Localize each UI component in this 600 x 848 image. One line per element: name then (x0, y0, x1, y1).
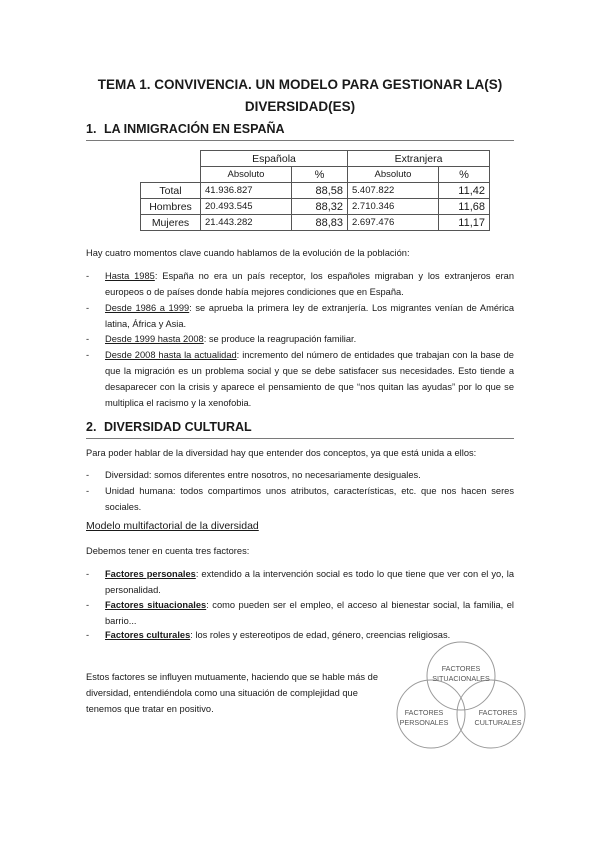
bullet-dash: - (86, 334, 90, 344)
header-espanola: Española (201, 151, 348, 167)
cell-ext-abs: 2.710.346 (348, 199, 439, 215)
bullet-dash: - (86, 630, 90, 640)
moment-text: : incremento del número de entidades que trabajan con la base de que la migración es un problema social y que se debe satisfacer sus necesidades. Esto tiende a desaparecer con la crisis y aparece el pensamiento de que “nos quitan las ayudas” por lo que se multiplica el racismo y la xenofobia. (105, 350, 514, 408)
cell-ext-pct: 11,68 (439, 199, 490, 215)
section-1-rule (86, 140, 514, 141)
population-table (140, 150, 490, 231)
subheader-abs-esp: Absoluto (201, 167, 292, 183)
venn-diagram (396, 640, 526, 750)
cell-ext-pct: 11,42 (439, 183, 490, 199)
factor-label: Factores situacionales (105, 600, 207, 610)
factor-text: : los roles y estereotipos de edad, género, creencias religiosas. (190, 630, 451, 640)
moments-intro: Hay cuatro momentos clave cuando hablamos de la evolución de la población: (86, 248, 410, 258)
header-extranjera: Extranjera (348, 151, 490, 167)
factor-label: Factores culturales (105, 630, 191, 640)
moment-label: Hasta 1985 (105, 271, 155, 281)
moment-text: : se produce la reagrupación familiar. (203, 334, 357, 344)
section-2-intro: Para poder hablar de la diversidad hay que entender dos conceptos, ya que está unida a ellos: (86, 448, 477, 458)
moment-label: Desde 1986 a 1999 (105, 303, 190, 313)
section-2-number: 2. (86, 420, 97, 434)
section-2-title: DIVERSIDAD CULTURAL (104, 420, 252, 434)
venn-svg (396, 640, 526, 750)
row-label: Mujeres (141, 215, 201, 231)
moment-label: Desde 2008 hasta la actualidad (105, 350, 237, 360)
row-label: Total (141, 183, 201, 199)
section-1-title: LA INMIGRACIÓN EN ESPAÑA (104, 122, 285, 136)
bullet-dash: - (86, 303, 90, 313)
concept-text: Unidad humana: todos compartimos unos atributos, características, etc. que nos hacen seres sociales. (105, 486, 514, 512)
bullet-dash: - (86, 470, 90, 480)
venn-label-top-2: SITUACIONALES (432, 674, 490, 683)
moment-text: : España no era un país receptor, los españoles migraban y los extranjeros eran europeos o de países donde había mejores condiciones que en España. (105, 271, 514, 297)
model-subheading: Modelo multifactorial de la diversidad (86, 520, 259, 532)
section-1-number: 1. (86, 122, 97, 136)
bullet-dash: - (86, 486, 90, 496)
venn-label-right-1: FACTORES (478, 708, 518, 717)
cell-esp-abs: 20.493.545 (201, 199, 292, 215)
document-title (60, 74, 540, 118)
subheader-pct-esp: % (292, 167, 348, 183)
factor-text: : como pueden ser el empleo, el acceso al bienestar social, la familia, el barrio... (105, 600, 514, 626)
cell-ext-abs: 5.407.822 (348, 183, 439, 199)
factors-intro: Debemos tener en cuenta tres factores: (86, 546, 250, 556)
cell-esp-abs: 41.936.827 (201, 183, 292, 199)
cell-esp-abs: 21.443.282 (201, 215, 292, 231)
venn-label-top-1: FACTORES (441, 664, 481, 673)
table-row (141, 183, 490, 199)
bullet-dash: - (86, 271, 90, 281)
cell-esp-pct: 88,58 (292, 183, 348, 199)
venn-label-left-2: PERSONALES (399, 718, 449, 727)
section-2-rule (86, 438, 514, 439)
table-row (141, 215, 490, 231)
bullet-dash: - (86, 569, 90, 579)
subheader-pct-ext: % (439, 167, 490, 183)
table-row (141, 199, 490, 215)
row-label: Hombres (141, 199, 201, 215)
title-line-1: TEMA 1. CONVIVENCIA. UN MODELO PARA GESTIONAR LA(S) (97, 77, 503, 92)
closing-paragraph: Estos factores se influyen mutuamente, haciendo que se hable más de diversidad, entendiéndola como una situación de complejidad que tenemos que tratar en positivo. (86, 672, 378, 714)
factor-text: : extendido a la intervención social es todo lo que tiene que ver con el yo, la personalidad. (105, 569, 514, 595)
cell-esp-pct: 88,83 (292, 215, 348, 231)
factor-label: Factores personales (105, 569, 196, 579)
moment-text: : se aprueba la primera ley de extranjería. Los migrantes venían de América latina, África y Asia. (105, 303, 514, 329)
bullet-dash: - (86, 600, 90, 610)
concept-text: Diversidad: somos diferentes entre nosotros, no necesariamente desiguales. (105, 470, 421, 480)
cell-ext-abs: 2.697.476 (348, 215, 439, 231)
venn-label-left-1: FACTORES (404, 708, 444, 717)
subheader-abs-ext: Absoluto (348, 167, 439, 183)
bullet-dash: - (86, 350, 90, 360)
moment-label: Desde 1999 hasta 2008 (105, 334, 204, 344)
venn-label-right-2: CULTURALES (474, 718, 522, 727)
cell-esp-pct: 88,32 (292, 199, 348, 215)
cell-ext-pct: 11,17 (439, 215, 490, 231)
title-line-2: DIVERSIDAD(ES) (244, 99, 356, 114)
